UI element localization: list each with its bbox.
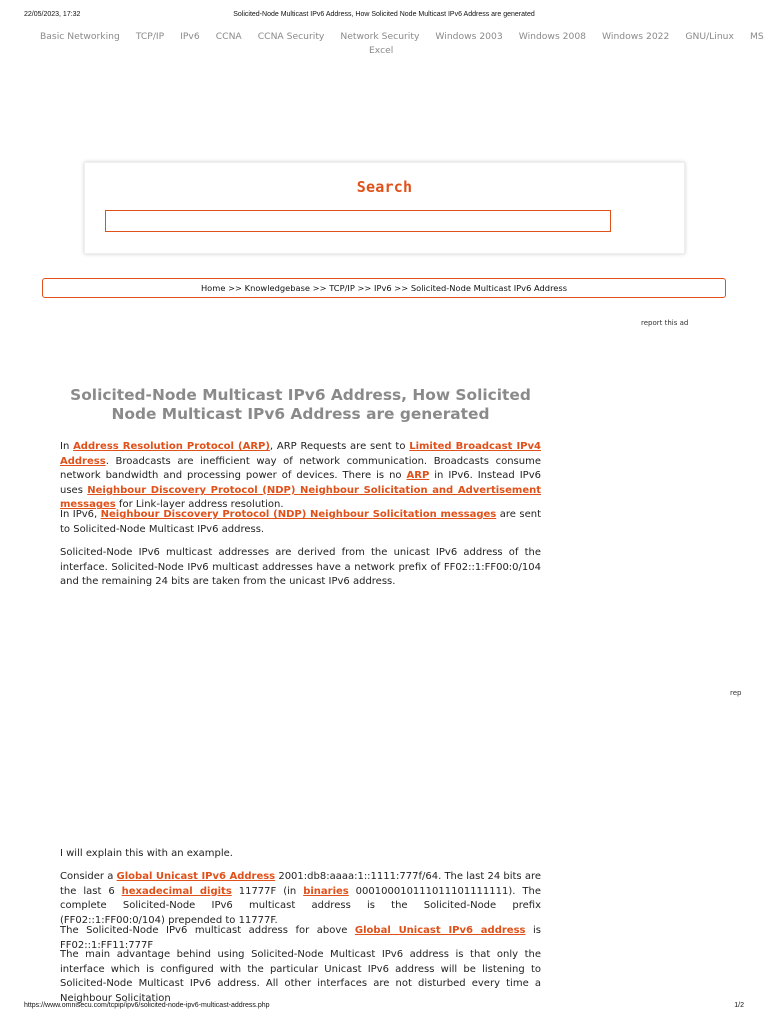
print-header (24, 11, 744, 23)
print-datetime: 22/05/2023, 17:32 (24, 11, 81, 18)
article-paragraph-4: I will explain this with an example. (60, 848, 233, 859)
text-fragment: is FF02::1:FF11:777F (60, 925, 541, 951)
nav-item-ms-excel[interactable]: MS (749, 31, 764, 42)
nav-item-windows-2008[interactable]: Windows 2008 (518, 31, 587, 42)
link-ndp-solicitation[interactable]: Neighbour Discovery Protocol (NDP) Neighbour Solicitation messages (100, 509, 497, 520)
nav-item-ipv6[interactable]: IPv6 (180, 31, 200, 42)
text-fragment: Consider a (60, 871, 117, 882)
article-title: Solicited-Node Multicast IPv6 Address, How Solicited Node Multicast IPv6 Address are generated (70, 386, 531, 423)
article-paragraph-2 (60, 508, 541, 537)
link-binaries[interactable]: binaries (303, 885, 349, 897)
nav-item-network-security[interactable]: Network Security (340, 31, 420, 42)
article-paragraph-3: Solicited-Node IPv6 multicast addresses are derived from the unicast IPv6 address of the interface. Solicited-Node IPv6 multicast addresses have a network prefix of FF02::1:FF00:0/104 and the remaining 24 bits are taken from the unicast IPv6 address. (60, 547, 541, 588)
breadcrumb-current[interactable]: Solicited-Node Multicast IPv6 Address (410, 283, 568, 293)
text-fragment: 2001:db8:aaaa:1::1111:777f/64. The last 24 bits are the last 6 (60, 871, 541, 897)
text-fragment: are sent to Solicited-Node Multicast IPv6 address. (60, 509, 541, 535)
link-arp-protocol[interactable]: Address Resolution Protocol (ARP) (73, 441, 270, 452)
text-fragment: The Solicited-Node IPv6 multicast address for above (60, 925, 355, 936)
text-fragment: in IPv6. Instead IPv6 uses (60, 470, 541, 496)
breadcrumb-separator: >> (310, 283, 330, 293)
report-ad-link-2[interactable]: rep (730, 689, 742, 697)
nav-item-gnu-linux[interactable]: GNU/Linux (685, 31, 734, 42)
top-nav-row-1 (30, 31, 764, 42)
text-fragment: 11777F (in (231, 885, 304, 897)
article-paragraph-7: The main advantage behind using Solicited-Node Multicast IPv6 address is that only the interface which is configured with the particular Unicast IPv6 address will be listening to Solicited-Node Multicast IPv6 address. All other interfaces are not disturbed every time a Neighbour Solicitation (60, 949, 541, 1004)
text-fragment: In IPv6, (60, 509, 101, 520)
text-fragment: In (60, 441, 74, 452)
nav-item-ms-excel-cont[interactable]: Excel (369, 45, 394, 56)
text-fragment: , ARP Requests are sent to (269, 441, 410, 452)
nav-item-windows-2003[interactable]: Windows 2003 (435, 31, 503, 42)
breadcrumb-home[interactable]: Home (200, 283, 226, 293)
link-limited-broadcast[interactable]: Limited Broadcast IPv4 Address (60, 441, 541, 467)
top-nav-row-2 (30, 45, 750, 56)
breadcrumb-tcpip[interactable]: TCP/IP (329, 283, 355, 293)
print-page-number: 1/2 (734, 1002, 744, 1009)
link-ndp-solicitation-advertisement[interactable]: Neighbour Discovery Protocol (NDP) Neighbour Solicitation and Advertisement messages (60, 484, 542, 511)
nav-item-basic-networking[interactable]: Basic Networking (40, 31, 120, 42)
breadcrumb-separator: >> (354, 283, 375, 293)
search-input[interactable] (105, 210, 611, 232)
text-fragment: for Link-layer address resolution. (115, 499, 284, 511)
breadcrumb-ipv6[interactable]: IPv6 (374, 283, 392, 293)
article-paragraph-5 (60, 870, 541, 928)
print-url: https://www.omnisecu.com/tcpip/ipv6/solicited-node-ipv6-multicast-address.php (24, 1002, 270, 1009)
link-arp[interactable]: ARP (406, 470, 430, 482)
search-title: Search (356, 178, 413, 196)
breadcrumb (42, 278, 726, 298)
nav-item-tcpip[interactable]: TCP/IP (135, 31, 165, 42)
search-panel (84, 162, 685, 254)
text-fragment: 000100010111011101111111). The complete Solicited-Node IPv6 multicast address is the Solicited-Node prefix (FF02::1:FF00:0/104) prepended to 11777F. (60, 885, 541, 926)
link-global-unicast[interactable]: Global Unicast IPv6 Address (116, 871, 276, 882)
breadcrumb-separator: >> (225, 283, 245, 293)
print-footer (24, 1002, 744, 1014)
nav-item-ccna[interactable]: CCNA (215, 31, 242, 42)
nav-item-ccna-security[interactable]: CCNA Security (257, 31, 325, 42)
link-hexadecimal-digits[interactable]: hexadecimal digits (121, 885, 232, 897)
print-title: Solicited-Node Multicast IPv6 Address, How Solicited Node Multicast IPv6 Address are generated (233, 11, 535, 18)
top-nav (30, 31, 764, 56)
breadcrumb-separator: >> (391, 283, 411, 293)
nav-item-windows-2022[interactable]: Windows 2022 (602, 31, 670, 42)
breadcrumb-knowledgebase[interactable]: Knowledgebase (244, 283, 311, 293)
article-paragraph-1 (60, 440, 541, 513)
link-global-unicast-2[interactable]: Global Unicast IPv6 address (354, 925, 526, 936)
text-fragment: . Broadcasts are inefficient way of network communication. Broadcasts consume network bandwidth and processing power of devices. There is no (60, 455, 541, 482)
report-ad-link[interactable]: report this ad (641, 319, 689, 327)
